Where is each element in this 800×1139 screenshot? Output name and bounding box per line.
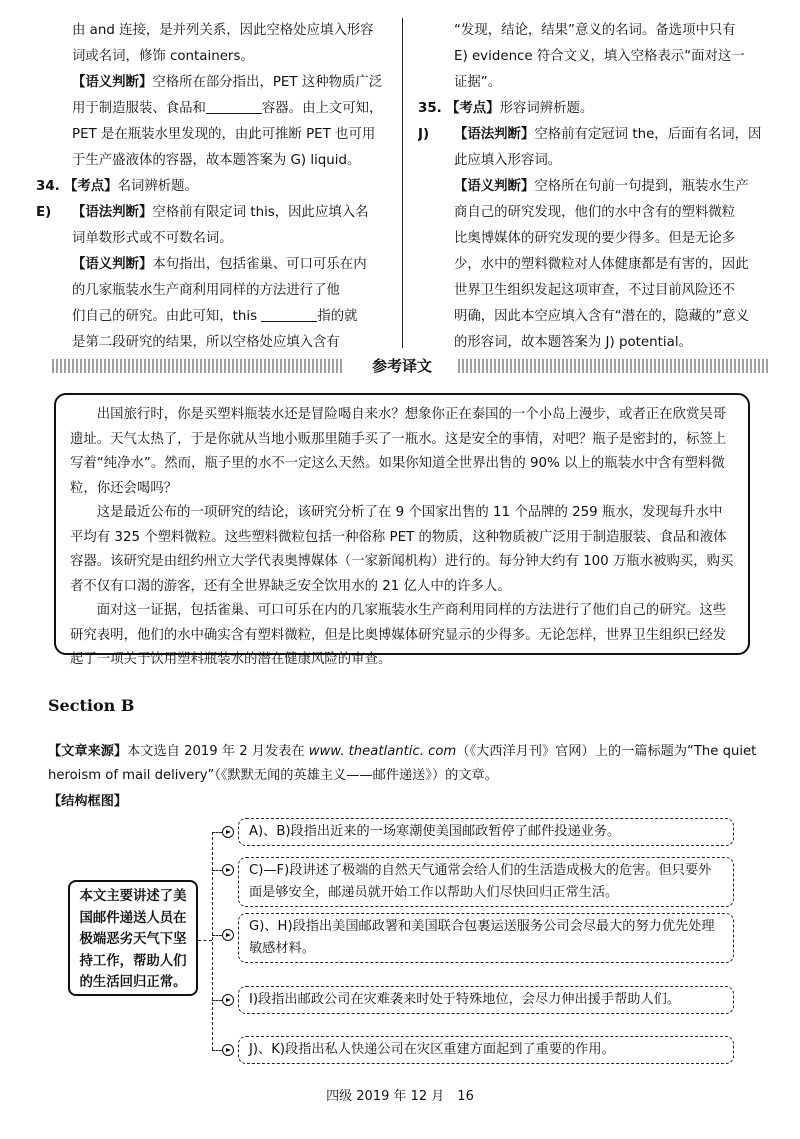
branch-line — [212, 832, 222, 833]
text-line: 于生产盛液体的容器，故本题答案为 G) liquid。 — [72, 153, 361, 168]
answer-letter: J) — [418, 127, 430, 142]
text-line: PET 是在瓶装水里发现的，由此可推断 PET 也可用 — [72, 127, 376, 142]
text-line — [36, 304, 396, 330]
connector-line — [198, 940, 212, 941]
text-line: 明确，因此本空应填入含有“潜在的，隐藏的”意义 — [454, 309, 750, 324]
text-line: 的几家瓶装水生产商利用同样的方法进行了他 — [72, 283, 340, 298]
translation-paragraph: 这是最近公布的一项研究的结论，该研究分析了在 9 个国家出售的 11 个品牌的 259 瓶水，发现每升水中平均有 325 个塑料微粒。这些塑料微粒包括一种俗称 PET 的物质，这种物质被广泛用于制造服装、食品和液体容器。该研究是由纽约州立大学代表奥博媒体（一家新闻机构）进行的。每分钟大约有 100 万瓶水被购买，购买者不仅有口渴的游客，还有全世界缺乏安全饮用水的 21 亿人中的许多人。 — [70, 505, 734, 594]
source-site: www. theatlantic. com — [308, 744, 457, 759]
arrow-circle-icon — [222, 1044, 234, 1056]
grammar-label: 【语法判断】 — [454, 127, 535, 142]
text: 用于制造服装、食品和 — [72, 101, 206, 116]
topic: 名词辨析题。 — [117, 179, 198, 194]
question-35-header — [418, 96, 773, 122]
grammar-label: 【语法判断】 — [72, 205, 153, 220]
arrow-circle-icon — [222, 864, 234, 876]
text: 本句指出，包括雀巢、可口可乐在内 — [152, 257, 367, 272]
answer-letter: E) — [36, 205, 52, 220]
answer-explanations — [36, 18, 771, 348]
arrow-circle-icon — [222, 994, 234, 1006]
page-footer: 四级 2019 年 12 月 16 — [326, 1089, 474, 1104]
semantic-judgement — [36, 70, 396, 96]
text: 空格所在句前一句提到，瓶装水生产 — [534, 179, 749, 194]
text-line: 的形容词，故本题答案为 J) potential。 — [454, 335, 692, 350]
arrow-circle-icon — [222, 929, 234, 941]
bar-decoration — [458, 359, 768, 373]
topic-label: 【考点】 — [446, 101, 500, 116]
text-line: 由 and 连接，是并列关系，因此空格处应填入形容 — [72, 23, 374, 38]
text-line — [36, 96, 396, 122]
framework-item: J)、K)段指出私人快递公司在灾区重建方面起到了重要的作用。 — [238, 1036, 734, 1064]
framework-title: 【结构框图】 — [48, 794, 128, 809]
framework-item: C)—F)段讲述了极端的自然天气通常会给人们的生活造成极大的危害。但只要外面是够安全，邮递员就开始工作以帮助人们尽快回归正常生活。 — [238, 857, 734, 907]
column-divider — [402, 18, 403, 348]
arrow-circle-icon — [222, 826, 234, 838]
translation-section-bar — [52, 355, 768, 377]
text-line: 词或名词，修饰 containers。 — [72, 49, 254, 64]
question-number: 34. — [36, 179, 60, 194]
text-line: 世界卫生组织发起这项审查，不过目前风险还不 — [454, 283, 736, 298]
text-line: 是第二段研究的结果，所以空格处应填入含有 — [72, 335, 340, 350]
left-column — [36, 18, 396, 356]
semantic-judgement — [36, 252, 396, 278]
right-column — [418, 18, 773, 356]
translation-box — [54, 393, 750, 667]
semantic-label: 【语义判断】 — [72, 257, 153, 272]
semantic-judgement — [418, 174, 773, 200]
text-line: E) evidence 符合文义，填入空格表示“面对这一 — [454, 49, 745, 64]
translation-paragraph: 出国旅行时，你是买塑料瓶装水还是冒险喝自来水？想象你正在泰国的一个小岛上漫步，或者正在欣赏吴哥遗址。天气太热了，于是你就从当地小贩那里随手买了一瓶水。这是安全的事情，对吧？瓶子是密封的，标签上写着“纯净水”。然而，瓶子里的水不一定这么天然。如果你知道全世界出售的 90% 以上的瓶装水中含有塑料微粒，你还会喝吗？ — [70, 407, 727, 496]
translation-title: 参考译文 — [371, 357, 432, 375]
text-line: 此应填入形容词。 — [454, 153, 562, 168]
text: 空格所在部分指出，PET 这种物质广泛 — [152, 75, 383, 90]
grammar-judgement — [418, 122, 773, 148]
branch-line — [212, 1050, 222, 1051]
source-text: （《大西洋月刊》官网）上的一篇标题为“The quiet heroism of mail delivery”（《默默无闻的英雄主义——邮件递送》）的文章。 — [48, 744, 757, 783]
question-34-header — [36, 174, 396, 200]
topic-label: 【考点】 — [64, 179, 118, 194]
text: 容器。由上文可知， — [261, 101, 383, 116]
section-heading: Section B — [48, 696, 135, 715]
text: 指的就 — [317, 309, 358, 324]
answer-blank — [206, 99, 262, 114]
branch-line — [212, 1000, 222, 1001]
text: 们自己的研究。由此可知，this — [72, 309, 258, 324]
topic: 形容词辨析题。 — [499, 101, 594, 116]
text-line: 商自己的研究发现，他们的水中含有的塑料微粒 — [454, 205, 736, 220]
text-line: 少，水中的塑料微粒对人体健康都是有害的，因此 — [454, 257, 749, 272]
question-number: 35. — [418, 101, 442, 116]
semantic-label: 【语义判断】 — [454, 179, 535, 194]
text-line: 证据”。 — [454, 75, 502, 90]
translation-paragraph: 面对这一证据，包括雀巢、可口可乐在内的几家瓶装水生产商利用同样的方法进行了他们自己的研究。这些研究表明，他们的水中确实含有塑料微粒，但是比奥博媒体研究显示的少得多。无论怎样，世界卫生组织已经发起了一项关于饮用塑料瓶装水的潜在健康风险的审查。 — [70, 603, 727, 667]
answer-blank — [261, 307, 317, 322]
text: 空格前有定冠词 the，后面有名词，因 — [534, 127, 762, 142]
text-line: 比奥博媒体的研究发现的要少得多。但是无论多 — [454, 231, 736, 246]
grammar-judgement — [36, 200, 396, 226]
framework-item: I)段指出邮政公司在灾难袭来时处于特殊地位，会尽力伸出援手帮助人们。 — [238, 986, 734, 1014]
branch-line — [212, 870, 222, 871]
branch-line — [212, 935, 222, 936]
summary-box: 本文主要讲述了美国邮件递送人员在极端恶劣天气下坚持工作，帮助人们的生活回归正常。 — [68, 880, 198, 996]
framework-item: A)、B)段指出近来的一场寒潮使美国邮政暂停了邮件投递业务。 — [238, 818, 734, 846]
text: 空格前有限定词 this，因此应填入名 — [152, 205, 369, 220]
framework-item: G)、H)段指出美国邮政署和美国联合包裹运送服务公司会尽最大的努力优先处理敏感材料。 — [238, 913, 734, 963]
article-source — [48, 740, 760, 788]
text-line: “发现，结论，结果”意义的名词。备选项中只有 — [454, 23, 736, 38]
source-text: 本文选自 2019 年 2 月发表在 — [127, 744, 309, 759]
bar-decoration — [52, 359, 342, 373]
text-line: 词单数形式或不可数名词。 — [72, 231, 233, 246]
semantic-label: 【语义判断】 — [72, 75, 153, 90]
source-label: 【文章来源】 — [48, 744, 128, 759]
